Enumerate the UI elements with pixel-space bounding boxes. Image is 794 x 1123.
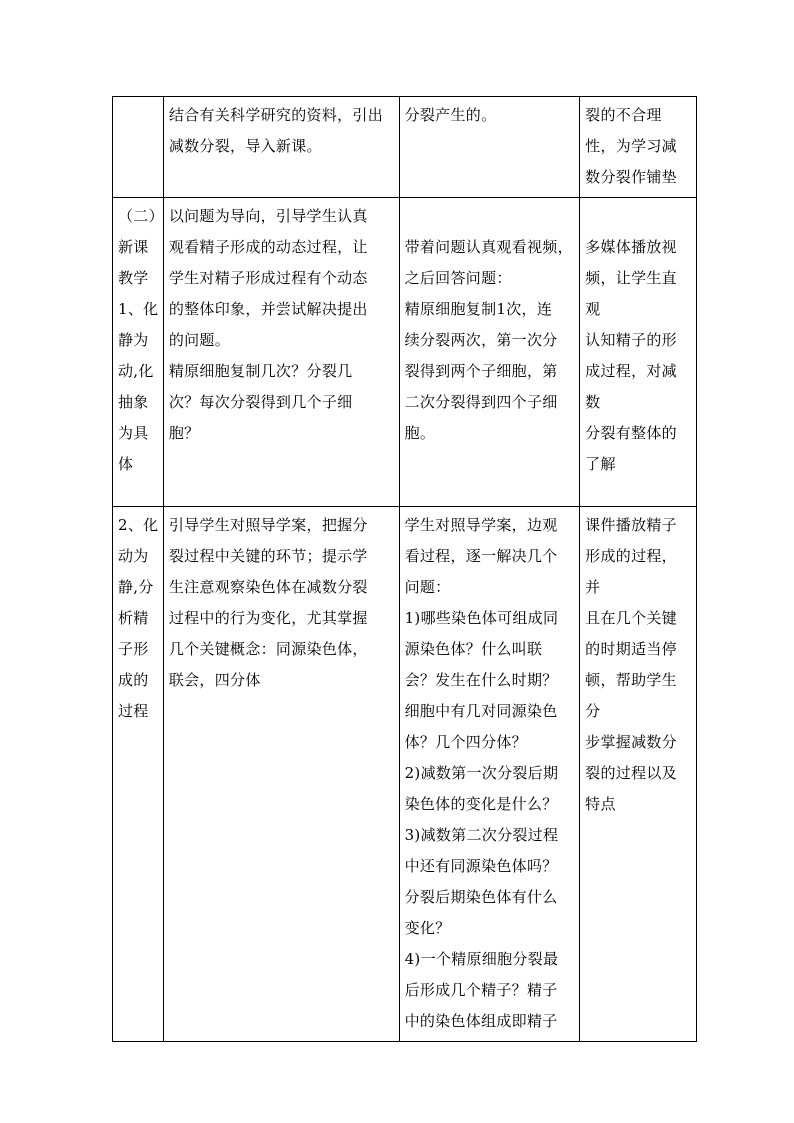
student-activity-cell xyxy=(399,507,580,1042)
cell-text-line: 子形 xyxy=(118,640,149,658)
cell-text-line: 中的染色体组成即精子 xyxy=(404,1012,558,1030)
cell-text-line: 频，让学生直观 xyxy=(585,269,677,318)
cell-text-line: 续分裂两次，第一次分 xyxy=(404,331,558,349)
cell-text-line: 联会，四分体 xyxy=(168,671,261,689)
cell-text-line: 静,分 xyxy=(118,578,154,596)
cell-text-line: 的问题。 xyxy=(168,331,231,349)
cell-text-line: 之后回答问题： xyxy=(404,269,512,287)
cell-text-line: 裂得到两个子细胞，第 xyxy=(404,362,558,380)
stage-cell xyxy=(113,198,164,507)
cell-text-line: 1、化 xyxy=(118,300,159,318)
stage-cell xyxy=(113,507,164,1042)
cell-text-line: 精原细胞复制1次，连 xyxy=(404,300,553,318)
cell-text-line: 次？每次分裂得到几个子细 xyxy=(168,393,353,411)
student-activity-cell xyxy=(399,97,580,198)
cell-text-line: 后形成几个精子？精子 xyxy=(404,981,558,999)
cell-text-line: 2)减数第一次分裂后期 xyxy=(404,764,559,782)
cell-text-line: 学生对照导学案，边观 xyxy=(404,516,558,534)
teacher-activity-cell xyxy=(163,97,399,198)
cell-text-line: 3)减数第二次分裂过程 xyxy=(404,826,559,844)
cell-text-line: 会？发生在什么时期？ xyxy=(404,671,558,689)
design-intent-cell xyxy=(580,198,697,507)
cell-text-line: 过程中的行为变化，尤其掌握 xyxy=(168,609,368,627)
cell-text-line: 特点 xyxy=(585,795,616,813)
teacher-activity-cell xyxy=(163,507,399,1042)
cell-text-line: 变化？ xyxy=(404,919,451,937)
cell-text-line: 动,化 xyxy=(118,362,154,380)
cell-text-line: 抽象 xyxy=(118,393,149,411)
cell-text-line: 看过程，逐一解决几个 xyxy=(404,547,558,565)
cell-text-line: 且在几个关键 xyxy=(585,609,677,627)
cell-text-line: 裂过程中关键的环节；提示学 xyxy=(168,547,368,565)
teacher-activity-cell xyxy=(163,198,399,507)
cell-text-line: 精原细胞复制几次？分裂几 xyxy=(168,362,353,380)
cell-text-line: 生注意观察染色体在减数分裂 xyxy=(168,578,368,596)
cell-text-line: 细胞中有几对同源染色 xyxy=(404,702,558,720)
cell-text-line: 了解 xyxy=(585,455,616,473)
cell-text-line: （二） xyxy=(118,207,164,225)
cell-text-line: 中还有同源染色体吗？ xyxy=(404,857,558,875)
cell-text-line: 以问题为导向，引导学生认真 xyxy=(168,207,368,225)
cell-text-line: 形成的过程，并 xyxy=(585,547,677,596)
cell-text-line: 4)一个精原细胞分裂最 xyxy=(404,950,559,968)
cell-text-line: 观看精子形成的动态过程，让 xyxy=(168,238,368,256)
cell-text-line: 问题： xyxy=(404,578,451,596)
student-activity-text: 分裂产生的。 xyxy=(404,106,497,124)
cell-text-line: 析精 xyxy=(118,609,149,627)
cell-text-line: 2、化 xyxy=(118,516,159,534)
cell-text-line: 染色体的变化是什么？ xyxy=(404,795,558,813)
cell-text-line: 教学 xyxy=(118,269,149,287)
cell-text-line: 步掌握减数分 xyxy=(585,733,677,751)
cell-text-line: 的时期适当停 xyxy=(585,640,677,658)
design-intent-cell xyxy=(580,97,697,198)
cell-text-line: 分裂后期染色体有什么 xyxy=(404,888,558,906)
cell-text-line: 新课 xyxy=(118,238,149,256)
cell-text-line: 源染色体？什么叫联 xyxy=(404,640,543,658)
cell-text-line: 静为 xyxy=(118,331,149,349)
student-activity-cell xyxy=(399,198,580,507)
lesson-plan-table xyxy=(112,96,697,1042)
cell-text-line: 引导学生对照导学案，把握分 xyxy=(168,516,368,534)
cell-text-line: 胞？ xyxy=(168,424,200,442)
cell-text-line: 课件播放精子 xyxy=(585,516,677,534)
cell-text-line: 几个关键概念：同源染色体， xyxy=(168,640,368,658)
table-row xyxy=(113,507,697,1042)
stage-cell xyxy=(113,97,164,198)
cell-text-line: 裂的过程以及 xyxy=(585,764,677,782)
cell-text-line: 胞。 xyxy=(404,424,436,442)
teacher-activity-text: 结合有关科学研究的资料，引出减数分裂，导入新课。 xyxy=(168,106,384,155)
design-intent-cell xyxy=(580,507,697,1042)
cell-text-line: 过程 xyxy=(118,702,149,720)
cell-text-line: 二次分裂得到四个子细 xyxy=(404,393,558,411)
cell-text-line: 多媒体播放视 xyxy=(585,238,677,256)
cell-text-line: 体 xyxy=(118,455,134,473)
cell-text-line: 分裂有整体的 xyxy=(585,424,677,442)
cell-text-line: 成过程，对减数 xyxy=(585,362,677,411)
table-row xyxy=(113,198,697,507)
cell-text-line: 1)哪些染色体可组成同 xyxy=(404,609,559,627)
cell-text-line: 认知精子的形 xyxy=(585,331,677,349)
cell-text-line: 动为 xyxy=(118,547,149,565)
cell-text-line: 学生对精子形成过程有个动态 xyxy=(168,269,368,287)
table-row xyxy=(113,97,697,198)
cell-text-line: 为具 xyxy=(118,424,149,442)
design-intent-text: 裂的不合理性，为学习减数分裂作铺垫 xyxy=(585,106,677,186)
cell-text-line: 体？几个四分体？ xyxy=(404,733,527,751)
cell-text-line: 成的 xyxy=(118,671,149,689)
cell-text-line: 顿，帮助学生分 xyxy=(585,671,677,720)
cell-text-line: 带着问题认真观看视频， xyxy=(404,238,573,256)
cell-text-line: 的整体印象，并尝试解决提出 xyxy=(168,300,368,318)
